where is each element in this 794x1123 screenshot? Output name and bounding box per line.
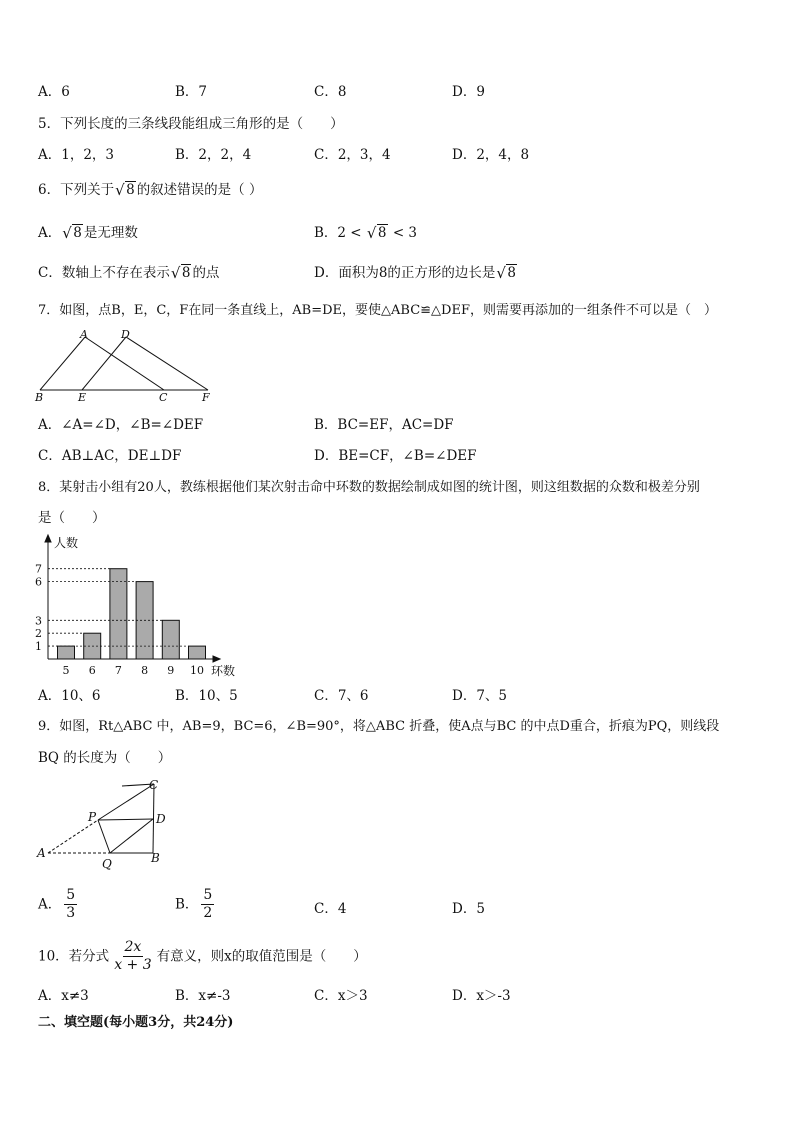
- label-q: Q: [102, 857, 112, 871]
- q9-option-c: C．4: [314, 901, 347, 917]
- section-2-heading: 二、填空题(每小题3分，共24分): [38, 1015, 234, 1030]
- fraction: [112, 940, 153, 974]
- y-tick-label: 7: [35, 562, 42, 576]
- q4-option-a: A．6: [38, 84, 70, 100]
- q8-bar-chart: [30, 533, 250, 681]
- x-tick-label: 9: [167, 664, 175, 677]
- label-b: B: [151, 851, 160, 865]
- q9-figure: [30, 775, 180, 875]
- bar-9: [162, 620, 179, 659]
- denominator: 3: [66, 905, 76, 922]
- y-tick-label: 6: [35, 575, 42, 589]
- y-axis-arrow: [45, 535, 51, 542]
- q10-option-d: D．x＞-3: [452, 988, 511, 1004]
- q7-option-b: B．BC=EF，AC=DF: [314, 417, 454, 433]
- bar-7: [110, 569, 127, 659]
- label-a: A: [37, 846, 46, 860]
- q5-option-b: B．2，2，4: [175, 147, 252, 163]
- y-tick-label: 3: [35, 614, 42, 628]
- label-d: D: [156, 812, 166, 826]
- segment-ab: [40, 337, 85, 390]
- q4-option-b: B．7: [175, 84, 208, 100]
- q10-stem-pre: 10．若分式: [38, 948, 110, 965]
- q6-stem-post: 的叙述错误的是（ ）: [136, 182, 263, 198]
- x-tick-label: 5: [62, 664, 70, 677]
- fraction: [64, 888, 77, 922]
- y-axis-label: 人数: [54, 536, 79, 550]
- option-text: 的点: [192, 265, 220, 281]
- fraction: [201, 888, 214, 922]
- segment-pc: [98, 784, 154, 820]
- q6-option-c: [38, 265, 219, 281]
- option-prefix: A．: [38, 896, 62, 913]
- sqrt-symbol: [367, 225, 388, 241]
- q10-option-a: A．x≠3: [38, 988, 89, 1004]
- radicand: 8: [377, 225, 387, 241]
- option-prefix: B．2 <: [314, 225, 362, 241]
- q9-option-b: [175, 888, 217, 922]
- q4-option-c: C．8: [314, 84, 347, 100]
- dashed-ap: [48, 820, 98, 853]
- radicand: 8: [73, 225, 82, 241]
- q6-option-b: [314, 225, 417, 241]
- bar-5: [58, 646, 75, 659]
- segment-qd: [110, 819, 153, 853]
- q5-stem: 5．下列长度的三条线段能组成三角形的是（ ）: [38, 116, 344, 132]
- segment-de: [82, 337, 126, 390]
- label-d: D: [121, 328, 130, 341]
- q7-option-d: D．BE=CF，∠B=∠DEF: [314, 448, 477, 464]
- q10-stem: [38, 940, 367, 974]
- q4-option-d: D．9: [452, 84, 485, 100]
- q9-option-a: [38, 888, 80, 922]
- x-tick-label: 8: [141, 664, 149, 677]
- q10-stem-post: 有意义，则x的取值范围是（ ）: [156, 948, 367, 965]
- q8-option-c: C．7、6: [314, 688, 369, 704]
- denominator: x + 3: [114, 957, 152, 974]
- q7-option-a: A．∠A=∠D，∠B=∠DEF: [38, 417, 204, 433]
- sqrt-symbol: [496, 265, 517, 281]
- segment-ac: [85, 337, 164, 390]
- q6-stem-pre: 6．下列关于: [38, 182, 115, 198]
- q9-option-d: D．5: [452, 901, 485, 917]
- y-tick-label: 1: [35, 640, 42, 654]
- option-text: 是无理数: [83, 225, 138, 241]
- q6-option-d: [314, 265, 518, 281]
- option-prefix: D．面积为8的正方形的边长是: [314, 265, 496, 281]
- q8-option-b: B．10、5: [175, 688, 238, 704]
- q6-option-a: [38, 225, 138, 241]
- bar-10: [189, 646, 206, 659]
- label-c: C: [149, 778, 159, 792]
- q5-option-d: D．2，4，8: [452, 147, 530, 163]
- q7-figure: [30, 328, 230, 406]
- q8-stem-line1: 8．某射击小组有20人，教练根据他们某次射击命中环数的数据绘制成如图的统计图，则这组数据的众数和极差分别: [38, 480, 700, 495]
- denominator: 2: [203, 905, 213, 922]
- q8-option-d: D．7、5: [452, 688, 508, 704]
- q7-stem: 7．如图，点B，E，C，F在同一条直线上，AB=DE，要使△ABC≌△DEF，则需要再添加的一组条件不可以是（ ）: [38, 303, 717, 318]
- label-b: B: [35, 391, 44, 404]
- radicand: 8: [126, 182, 135, 198]
- option-prefix: B．: [175, 896, 199, 913]
- numerator: 5: [201, 888, 214, 905]
- radicand: 8: [181, 265, 191, 281]
- x-axis-arrow: [213, 656, 220, 662]
- label-e: E: [78, 391, 87, 404]
- q5-option-a: A．1，2，3: [38, 147, 115, 163]
- q9-stem-line2: BQ 的长度为（ ）: [38, 750, 172, 766]
- x-tick-label: 7: [114, 664, 122, 677]
- option-text: < 3: [392, 225, 418, 241]
- option-prefix: A．: [38, 225, 62, 241]
- x-axis-label: 环数: [211, 664, 236, 678]
- q10-option-c: C．x＞3: [314, 988, 368, 1004]
- sqrt-symbol: [171, 265, 192, 281]
- x-tick-label: 6: [88, 664, 96, 677]
- segment-pq: [98, 820, 110, 853]
- q8-stem-line2: 是（ ）: [38, 510, 106, 526]
- q5-option-c: C．2，3，4: [314, 147, 391, 163]
- label-a: A: [80, 328, 88, 341]
- segment-df: [126, 337, 208, 390]
- label-f: F: [202, 391, 210, 404]
- q6-stem: [38, 182, 262, 198]
- x-tick-label: 10: [190, 664, 204, 677]
- sqrt-symbol: [115, 182, 136, 198]
- y-tick-label: 2: [35, 627, 42, 641]
- q8-option-a: A．10、6: [38, 688, 101, 704]
- segment-cb: [153, 784, 154, 853]
- segment-pd: [98, 819, 153, 820]
- option-prefix: C．数轴上不存在表示: [38, 265, 170, 281]
- sqrt-symbol: [62, 225, 83, 241]
- label-p: P: [88, 810, 97, 824]
- q9-stem-line1: 9．如图，Rt△ABC 中，AB=9，BC=6，∠B=90°，将△ABC 折叠，使A点与BC 的中点D重合，折痕为PQ，则线段: [38, 719, 720, 734]
- q10-option-b: B．x≠-3: [175, 988, 231, 1004]
- q7-option-c: C．AB⊥AC，DE⊥DF: [38, 448, 182, 464]
- numerator: 5: [64, 888, 77, 905]
- numerator: 2x: [123, 940, 144, 957]
- radicand: 8: [507, 265, 517, 281]
- label-c: C: [159, 391, 168, 404]
